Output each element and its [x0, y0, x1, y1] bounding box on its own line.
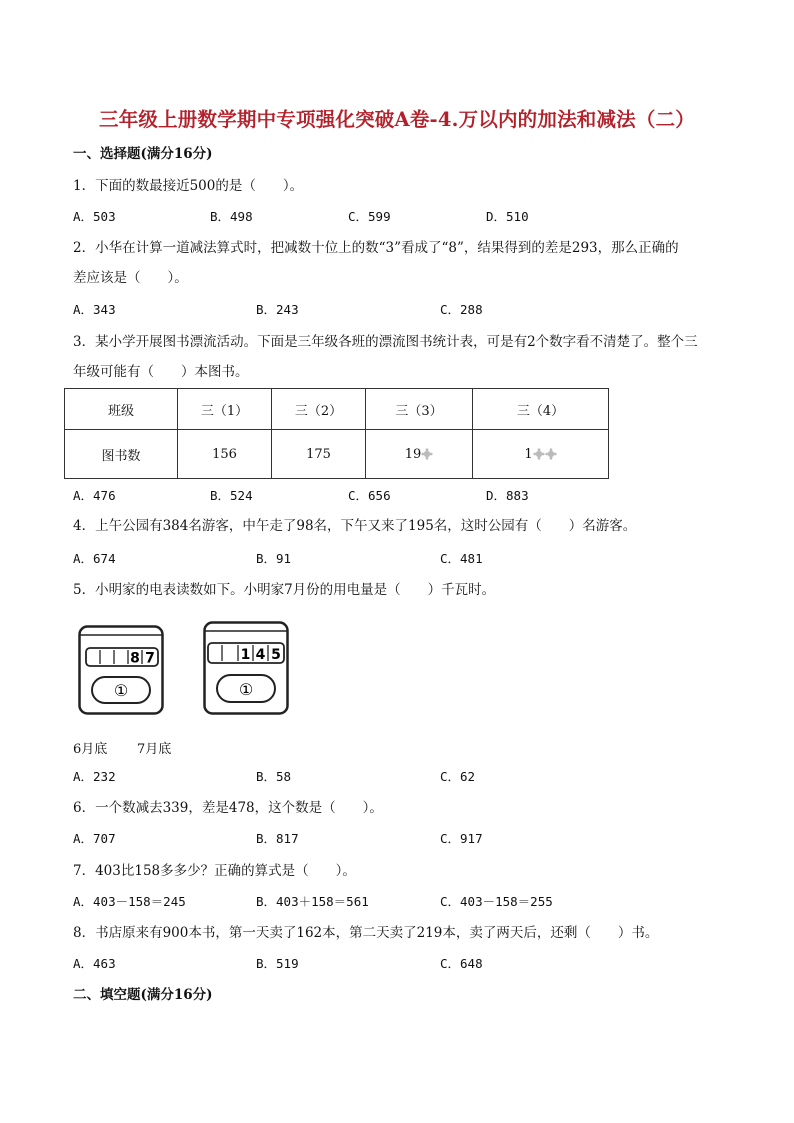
q2-option-a[interactable]: A．343: [73, 302, 116, 317]
smudge-icon: [533, 448, 545, 460]
table-header-cell: 三（4）: [473, 389, 609, 430]
q2-option-c[interactable]: C．288: [440, 302, 483, 317]
table-cell: 156: [178, 430, 272, 479]
page-title: 三年级上册数学期中专项强化突破A卷-4.万以内的加法和减法（二）: [99, 108, 695, 131]
table-cell-value: 1: [524, 446, 533, 462]
q1-option-b[interactable]: B．498: [210, 209, 253, 224]
question-8: 8．书店原来有900本书，第一天卖了162本，第二天卖了219本，卖了两天后，还剩（ ）书。: [73, 925, 659, 941]
meter-digit: 8: [130, 650, 140, 667]
q5-option-b[interactable]: B．58: [256, 769, 292, 784]
question-3-line-2: 年级可能有（ ）本图书。: [73, 364, 249, 380]
smudge-icon: [421, 448, 433, 460]
question-6: 6．一个数减去339，差是478，这个数是（ ）。: [73, 800, 383, 816]
question-7: 7．403比158多多少？正确的算式是（ ）。: [73, 863, 356, 879]
meter-dial: ①: [113, 681, 129, 700]
q3-option-c[interactable]: C．656: [348, 488, 391, 503]
q7-option-b[interactable]: B．403＋158＝561: [256, 894, 369, 909]
section-heading-choice: 一、选择题(满分16分): [73, 146, 213, 162]
table-row-label: 图书数: [65, 430, 178, 479]
q8-option-b[interactable]: B．519: [256, 956, 299, 971]
table-row: [65, 430, 609, 479]
table-header-cell: 三（1）: [178, 389, 272, 430]
table-row: [65, 389, 609, 430]
q8-option-c[interactable]: C．648: [440, 956, 483, 971]
question-5: 5．小明家的电表读数如下。小明家7月份的用电量是（ ）千瓦时。: [73, 582, 496, 598]
q4-option-c[interactable]: C．481: [440, 551, 483, 566]
q1-option-a[interactable]: A．503: [73, 209, 116, 224]
table-header-cell: 三（3）: [366, 389, 473, 430]
meter-digit: 4: [255, 647, 266, 663]
q6-option-a[interactable]: A．707: [73, 831, 116, 846]
q1-option-d[interactable]: D．510: [486, 209, 529, 224]
question-4: 4．上午公园有384名游客，中午走了98名，下午又来了195名，这时公园有（ ）名游客。: [73, 518, 637, 534]
q6-option-c[interactable]: C．917: [440, 831, 483, 846]
q3-option-a[interactable]: A．476: [73, 488, 116, 503]
meter-digit: 7: [145, 650, 155, 667]
question-3-line-1: 3．某小学开展图书漂流活动。下面是三年级各班的漂流图书统计表，可是有2个数字看不清楚了。整个三: [73, 334, 698, 350]
table-header-cell: 班级: [65, 389, 178, 430]
smudge-icon: [545, 448, 557, 460]
section-heading-fill: 二、填空题(满分16分): [73, 987, 213, 1003]
q4-option-a[interactable]: A．674: [73, 551, 116, 566]
meter-digit: 1: [240, 647, 251, 663]
question-2-line-2: 差应该是（ ）。: [73, 270, 188, 286]
q3-option-b[interactable]: B．524: [210, 488, 253, 503]
table-cell: [473, 430, 609, 479]
q3-option-d[interactable]: D．883: [486, 488, 529, 503]
meter-label-june: 6月底: [73, 742, 108, 757]
meter-dial: ①: [238, 680, 254, 699]
q7-option-c[interactable]: C．403－158＝255: [440, 894, 553, 909]
q2-option-b[interactable]: B．243: [256, 302, 299, 317]
electric-meter-june: [78, 625, 164, 715]
q7-option-a[interactable]: A．403－158＝245: [73, 894, 186, 909]
electric-meter-july: [203, 621, 289, 715]
question-2-line-1: 2．小华在计算一道减法算式时，把减数十位上的数“3”看成了“8”，结果得到的差是293，那么正确的: [73, 240, 679, 256]
table-cell: [366, 430, 473, 479]
table-cell-value: 19: [404, 446, 422, 462]
q6-option-b[interactable]: B．817: [256, 831, 299, 846]
question-1: 1．下面的数最接近500的是（ ）。: [73, 178, 304, 194]
meter-digit: 5: [271, 647, 281, 663]
book-stats-table: [64, 388, 609, 479]
q5-option-c[interactable]: C．62: [440, 769, 476, 784]
table-header-cell: 三（2）: [272, 389, 366, 430]
table-cell: 175: [272, 430, 366, 479]
meter-label-july: 7月底: [137, 742, 172, 757]
q5-option-a[interactable]: A．232: [73, 769, 116, 784]
q1-option-c[interactable]: C．599: [348, 209, 391, 224]
q4-option-b[interactable]: B．91: [256, 551, 292, 566]
q8-option-a[interactable]: A．463: [73, 956, 116, 971]
